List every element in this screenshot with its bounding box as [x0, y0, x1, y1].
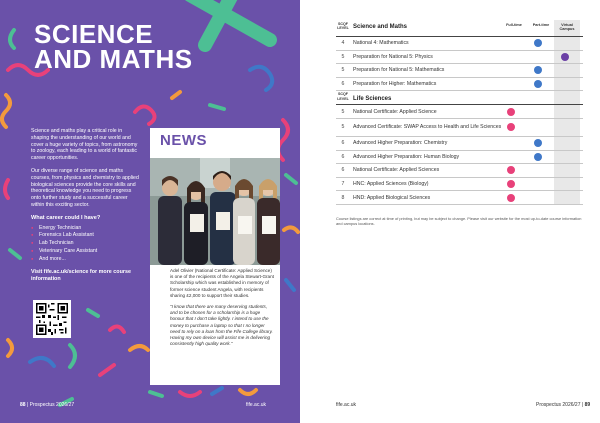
news-heading: NEWS	[160, 132, 207, 149]
course-row	[336, 119, 583, 137]
course-name: Advanced Certificate: SWAP Access to Health and Life Sciences	[353, 124, 502, 131]
course-level: 6	[341, 167, 345, 174]
career-list	[31, 225, 141, 263]
course-row	[336, 191, 583, 205]
course-level: 7	[341, 181, 345, 188]
career-item: ● Energy Technician	[31, 225, 141, 232]
course-name: HND: Applied Biological Sciences	[353, 194, 431, 201]
course-row	[336, 137, 583, 151]
career-item: ● Veterinary Care Assistant	[31, 248, 141, 255]
course-name: Preparation for Higher: Mathematics	[353, 81, 437, 88]
left-footer-url[interactable]: fife.ac.uk	[246, 402, 267, 408]
career-item: ● And more...	[31, 256, 141, 263]
right-footer-label: Prospectus 2026/27	[536, 402, 581, 408]
page-title-line-1: SCIENCE	[34, 19, 154, 49]
course-level: 6	[341, 140, 345, 147]
course-level: 5	[341, 108, 345, 115]
news-card	[150, 128, 280, 385]
left-footer-label: Prospectus 2026/27	[29, 402, 75, 408]
course-row	[336, 51, 583, 65]
section1-title: Science and Maths	[353, 24, 408, 30]
right-footer-url[interactable]: fife.ac.uk	[336, 402, 357, 408]
part-time-indicator	[534, 139, 542, 147]
section2-header	[336, 91, 583, 105]
course-level: 5	[341, 53, 345, 60]
intro-paragraph-1: Science and maths play a critical role in shaping the understanding of our world and cover a huge variety of topics, from astronomy to zoology, each leading to a world of fantastic career opportunities.	[31, 128, 138, 162]
course-row	[336, 64, 583, 78]
course-name: National 4: Mathematics	[353, 40, 409, 47]
part-time-column-header: Part-time	[532, 23, 550, 27]
part-time-indicator	[534, 80, 542, 88]
career-item: ● Lab Technician	[31, 240, 141, 247]
course-table	[336, 20, 583, 205]
right-page	[300, 0, 600, 423]
course-listing-note: Course listings are correct at time of printing, but may be subject to change. Please visit our website for the most up-to-date course information and campus locations.	[336, 216, 582, 227]
course-row	[336, 151, 583, 165]
course-name: Advanced Higher Preparation: Chemistry	[353, 140, 448, 147]
course-name: National Certificate: Applied Science	[353, 108, 437, 115]
full-time-indicator	[507, 108, 515, 116]
full-time-column-header: Full-time	[506, 23, 522, 27]
right-footer: Prospectus 2026/27 | 89	[536, 402, 591, 408]
level-column-header: SCQF LEVEL	[337, 92, 349, 101]
course-name: Advanced Higher Preparation: Human Biology	[353, 153, 460, 160]
news-quote: "I know that there are many deserving students, and to be chosen for a scholarship is a huge honour that I don't take lightly. I intend to use the money to purchase a laptop so that I no longer need to rely on a loan from the Fife College library. Having my own device will assist me in delivering consistently high quality work."	[170, 304, 273, 347]
full-time-indicator	[507, 194, 515, 202]
course-row	[336, 37, 583, 51]
career-heading: What career could I have?	[31, 214, 101, 221]
course-level: 6	[341, 153, 345, 160]
course-level: 4	[341, 40, 345, 47]
course-name: Preparation for National 5: Mathematics	[353, 67, 445, 74]
page-title-line-2: AND MATHS	[34, 44, 193, 74]
left-page-number: 88	[20, 402, 26, 408]
section1-header	[336, 20, 583, 37]
qr-code[interactable]	[33, 300, 71, 338]
course-name: National Certificate: Applied Sciences	[353, 167, 440, 174]
full-time-indicator	[507, 180, 515, 188]
career-item: ● Forensics Lab Assistant	[31, 232, 141, 239]
intro-paragraph-2: Our diverse range of science and maths courses, from physics and chemistry to applied biological sciences provide the core skills and theoretical knowledge you need to progress onto further study and a successful career within this exciting sector.	[31, 167, 139, 208]
course-level: 6	[341, 81, 345, 88]
visit-link[interactable]: Visit fife.ac.uk/science for more course information	[31, 268, 131, 282]
page-title	[34, 19, 204, 74]
course-level: 8	[341, 194, 345, 201]
course-row	[336, 105, 583, 119]
part-time-indicator	[534, 66, 542, 74]
section2-title: Life Sciences	[353, 96, 392, 103]
left-footer: 88 | Prospectus 2026/27	[20, 402, 75, 408]
full-time-indicator	[507, 123, 515, 131]
course-row	[336, 78, 583, 92]
course-row	[336, 164, 583, 178]
qr-code-graphic	[36, 303, 68, 335]
full-time-indicator	[507, 166, 515, 174]
course-name: HNC: Applied Sciences (Biology)	[353, 181, 429, 188]
part-time-indicator	[534, 153, 542, 161]
course-row	[336, 178, 583, 192]
course-level: 5	[341, 124, 345, 131]
virtual-campus-indicator	[561, 53, 569, 61]
news-body: Adel Olivier (National Certificate: Applied Science) is one of the recipients of the Angela Stewart-Grant Scholarship which was established in memory of former science student Angela, with recipients sharing £2,000 to support their studies.	[170, 268, 274, 298]
intro-column	[31, 128, 141, 283]
level-column-header: SCQF LEVEL	[337, 22, 349, 31]
course-name: Preparation for National 5: Physics	[353, 53, 433, 60]
news-photo	[150, 158, 280, 265]
students-photo-illustration	[150, 158, 280, 265]
course-level: 5	[341, 67, 345, 74]
section2-rows	[336, 105, 583, 205]
news-text	[170, 268, 274, 352]
virtual-campus-column-header: Virtual Campus	[559, 23, 575, 32]
part-time-indicator	[534, 39, 542, 47]
right-page-number: 89	[584, 402, 591, 408]
section1-rows	[336, 37, 583, 91]
